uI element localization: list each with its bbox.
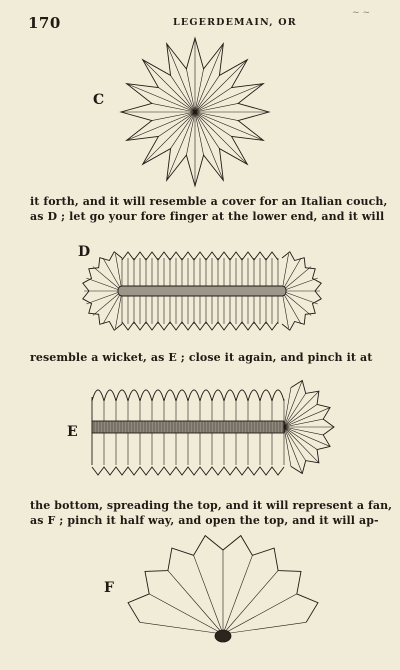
page-header (28, 8, 370, 32)
wicket-fan-line (284, 408, 330, 427)
text-line-3: resemble a wicket, as E ; close it again, and pinch it at (30, 351, 373, 364)
end-fan-line (282, 291, 311, 315)
central-bar (118, 286, 286, 296)
running-title: LEGERDEMAIN, OR (173, 17, 297, 28)
page-number: 170 (28, 14, 61, 32)
text-line-2: as D ; let go your fore finger at the lower end, and it will (30, 210, 385, 223)
top-arch (104, 390, 116, 401)
figure-d-couch-cover-illustration (82, 242, 322, 340)
fan-rib (194, 555, 223, 634)
top-arch (164, 390, 176, 401)
fan-rib (140, 622, 223, 634)
end-fan-line (282, 278, 318, 291)
fan-rib (223, 622, 306, 634)
top-arch (176, 390, 188, 401)
wicket-fan-line (284, 427, 302, 474)
top-arch (224, 390, 236, 401)
top-arch (128, 390, 140, 401)
figure-e-wicket-illustration (84, 375, 340, 487)
top-arch (248, 390, 260, 401)
fan-knob (215, 630, 231, 642)
figure-e-label: E (67, 424, 78, 440)
end-fan-line (93, 291, 122, 315)
end-fan-line (86, 278, 122, 291)
text-line-1: it forth, and it will resemble a cover for an Italian couch, (30, 195, 388, 208)
fan-rib (168, 571, 223, 634)
figure-f-fan-illustration (128, 530, 318, 648)
top-arch (236, 390, 248, 401)
end-fan-line (282, 291, 318, 304)
text-line-4: the bottom, spreading the top, and it will represent a fan, (30, 499, 393, 512)
end-fan-line (86, 291, 122, 304)
end-fan-line (282, 267, 311, 291)
wicket-fan-line (284, 427, 330, 446)
top-arch (260, 390, 272, 401)
figure-f-label: F (104, 580, 114, 596)
top-arch (200, 390, 212, 401)
top-arch (212, 390, 224, 401)
fan-rib (223, 571, 278, 634)
figure-c-label: C (93, 92, 105, 108)
top-arch (140, 390, 152, 401)
fan-rib (223, 594, 297, 634)
corner-ink-mark: ~ ~ (352, 8, 370, 18)
wicket-fan-line (284, 380, 302, 427)
top-arch (152, 390, 164, 401)
top-arch (92, 390, 104, 401)
top-arch (116, 390, 128, 401)
text-line-5: as F ; pinch it half way, and open the top, and it will ap- (30, 514, 379, 527)
end-fan-line (93, 267, 122, 291)
fan-rib (149, 594, 223, 634)
figure-d-label: D (78, 244, 91, 260)
top-arch (272, 390, 284, 401)
figure-c-star-illustration (115, 36, 275, 191)
top-arch (188, 390, 200, 401)
bottom-zigzag (92, 467, 284, 475)
fan-rib (223, 555, 252, 634)
